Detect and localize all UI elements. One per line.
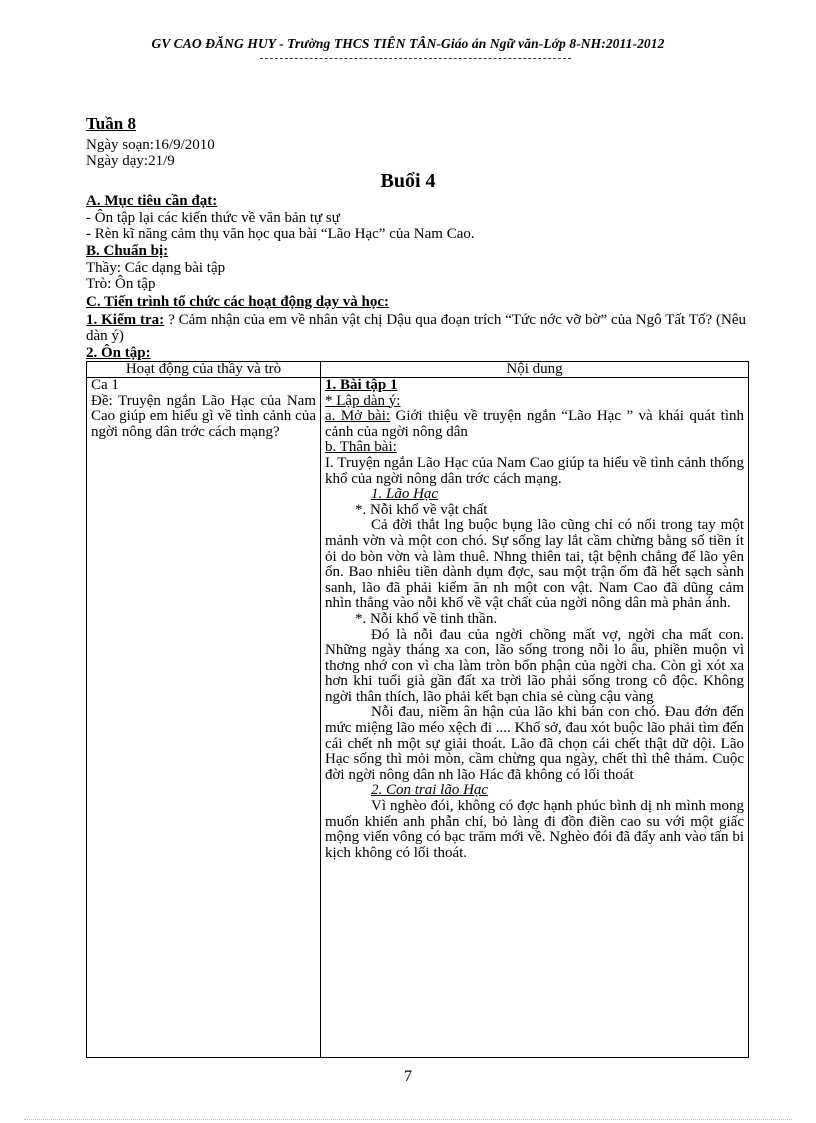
shift-label: Ca 1 <box>91 377 119 393</box>
objective-2: - Rèn kĩ năng cảm thụ văn học qua bài “Lão Hạc” của Nam Cao. <box>86 226 475 242</box>
subheading-lao-hac: 1. Lão Hạc <box>371 486 439 503</box>
section-b-title: B. Chuẩn bị: <box>86 243 169 259</box>
activity-cell <box>87 378 321 1058</box>
intro-text: Giới thiệu về truyện ngắn “Lão Hạc ” và khái quát tình cảnh của ngời nông dân <box>325 408 745 440</box>
main-point: I. Truyện ngắn Lão Hạc của Nam Cao giúp ta hiểu về tình cảnh thống khổ của ngời nông dân trớc cách mạng. <box>325 454 744 487</box>
table-row <box>87 378 749 1058</box>
student-prep: Trò: Ôn tập <box>86 276 156 292</box>
check-label: 1. Kiểm tra: <box>86 312 165 328</box>
body-label: b. Thân bài: <box>325 439 397 456</box>
teacher-prep: Thầy: Các dạng bài tập <box>86 260 226 276</box>
subheading-son: 2. Con trai lão Hạc <box>371 782 489 799</box>
review-label: 2. Ôn tập: <box>86 345 151 361</box>
point-spiritual: *. Nỗi khổ về tinh thần. <box>355 610 498 627</box>
content-cell <box>321 378 749 1058</box>
col-header-activity: Hoạt động của thầy và trò <box>87 362 321 378</box>
paragraph-spiritual: Đó là nỗi đau của ngời chồng mất vợ, ngời cha mất con. Những ngày tháng xa con, lão sống trong nỗi lo âu, phiền muộn vì thơng nhớ con vì cha làm tròn bổn phận của ngời cha. Còn gì xót xa hơn khi tuổi già gần đất xa trời lão phải sống trong cô độc. Không ngời thân thích, lão phải kết bạn chia sẻ cùng cậu vàng <box>325 626 744 705</box>
exercise-title: 1. Bài tập 1 <box>325 377 398 393</box>
page-bottom-rule <box>24 1119 792 1120</box>
check-paragraph <box>86 312 746 344</box>
page-header: GV CAO ĐĂNG HUY - Trường THCS TIÊN TÂN-Giáo án Ngữ văn-Lớp 8-NH:2011-2012 <box>151 36 665 51</box>
table-header-row <box>87 362 749 378</box>
paragraph-material: Cả đời thắt lng buộc bụng lão cũng chỉ có nổi trong tay một mảnh vờn và một con chó. Sự sống lay lắt cầm chừng bằng số tiền ít ỏi do bòn vờn và làm thuê. Nhng thiên tai, tật bệnh chẳng để lão yên ổn. Bao nhiêu tiền dành dụm đợc, sau một trận ốm đã hết sạch sành sanh, lão đã phải kiếm ăn nh một con vật. Nam Cao đã dũng cảm nhìn thẳng vào nỗi khổ về vật chất của ngời nông dân mà phản ánh. <box>325 517 744 612</box>
point-material: *. Nỗi khổ về vật chất <box>355 501 488 518</box>
page-number: 7 <box>404 1068 412 1085</box>
col-header-content: Nội dung <box>321 362 749 378</box>
section-c-title: C. Tiến trình tổ chức các hoạt động dạy và học: <box>86 294 390 310</box>
intro-paragraph <box>325 409 744 440</box>
topic-text: Đề: Truyện ngắn Lão Hạc của Nam Cao giúp em hiểu gì về tình cảnh của ngời nông dân trớc cách mạng? <box>91 392 316 440</box>
date-prepared: Ngày soạn:16/9/2010 <box>86 137 215 153</box>
lesson-table <box>86 361 749 1058</box>
intro-label: a. Mở bài: <box>325 408 391 425</box>
outline-label: * Lập dàn ý: <box>325 392 401 409</box>
objective-1: - Ôn tập lại các kiến thức về văn bản tự sự <box>86 210 340 226</box>
session-title: Buổi 4 <box>380 170 436 192</box>
date-taught: Ngày dạy:21/9 <box>86 153 175 169</box>
section-a-title: A. Mục tiêu cần đạt: <box>86 193 218 209</box>
paragraph-regret: Nỗi đau, niềm ân hận của lão khi bán con chó. Đau đớn đến mức miệng lão méo xệch đi .... Khổ sở, đau xót buộc lão phải tìm đến cái chết nh một sự giải thoát. Lão đã chọn cái chết thật dữ dội. Lão Hạc sống thì mỏi mòn, cầm chừng qua ngày, chết thì thê thảm. Cuộc đời ngời nông dân nh lão Hác đã không có lối thoát <box>325 704 744 783</box>
paragraph-son: Vì nghèo đói, không có đợc hạnh phúc bình dị nh mình mong muốn khiến anh phẫn chí, bỏ làng đi đồn điền cao su với một giấc mộng viển vông có bạc trăm mới về. Nghèo đói đã đẩy anh vào tấn bi kịch không có lối thoát. <box>325 798 744 861</box>
week-label: Tuần 8 <box>86 114 136 133</box>
header-divider <box>260 58 571 59</box>
check-text: ? Cảm nhận của em về nhân vật chị Dậu qua đoạn trích “Tức nớc vỡ bờ” của Ngô Tất Tố? (Nêu dàn ý) <box>86 312 747 344</box>
